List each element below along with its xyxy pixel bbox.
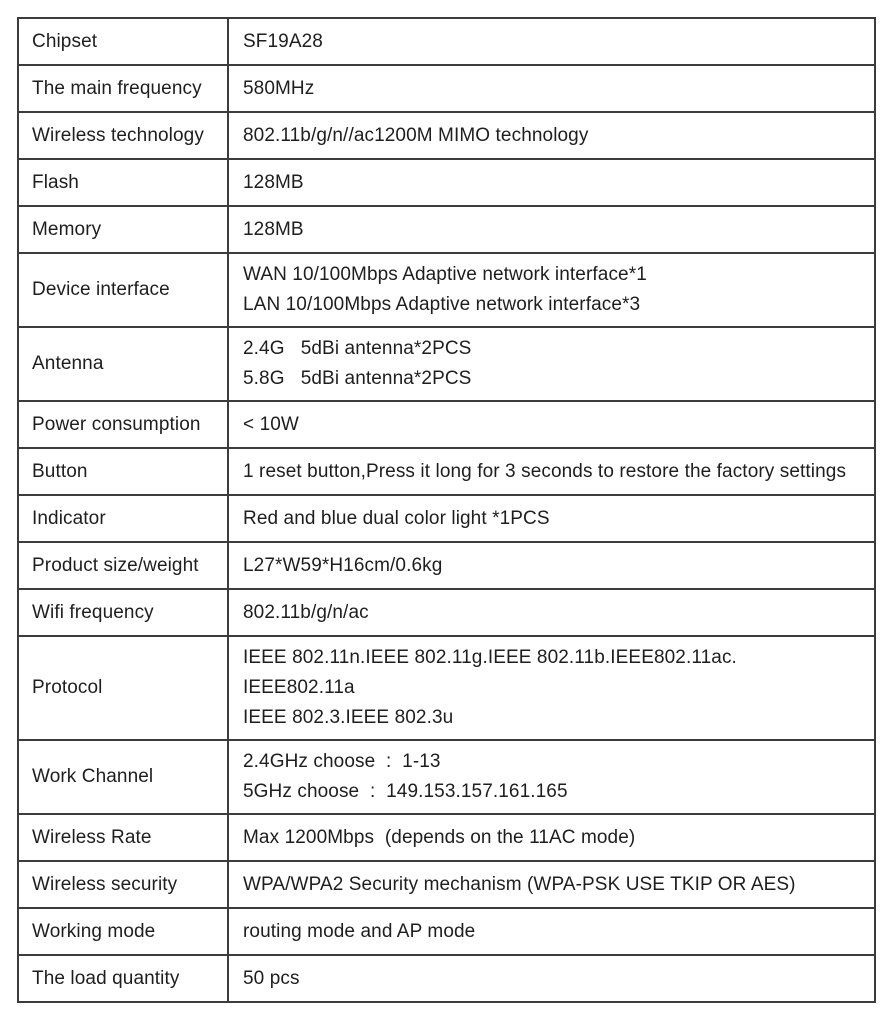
spec-value <box>229 590 874 635</box>
spec-value-line: routing mode and AP mode <box>243 921 476 942</box>
spec-value <box>229 637 874 739</box>
spec-table <box>17 17 876 1003</box>
spec-value-line: 50 pcs <box>243 968 300 989</box>
spec-value-line: WPA/WPA2 Security mechanism (WPA-PSK USE TKIP OR AES) <box>243 874 796 895</box>
spec-value-line: Max 1200Mbps (depends on the 11AC mode) <box>243 827 636 848</box>
spec-label: Antenna <box>19 328 229 400</box>
spec-value <box>229 19 874 64</box>
spec-value-line: 2.4G 5dBi antenna*2PCS <box>243 338 472 359</box>
spec-label: Wireless Rate <box>19 815 229 860</box>
table-row <box>19 590 874 637</box>
spec-value-line: 128MB <box>243 219 304 240</box>
table-row <box>19 543 874 590</box>
spec-value-line: LAN 10/100Mbps Adaptive network interface*3 <box>243 294 641 315</box>
spec-label: Device interface <box>19 254 229 326</box>
spec-value-line: 5.8G 5dBi antenna*2PCS <box>243 368 472 389</box>
spec-value <box>229 449 874 494</box>
spec-value <box>229 113 874 158</box>
table-row <box>19 19 874 66</box>
table-row <box>19 956 874 1001</box>
table-row <box>19 909 874 956</box>
spec-value <box>229 815 874 860</box>
spec-label: Power consumption <box>19 402 229 447</box>
spec-value-line: 128MB <box>243 172 304 193</box>
spec-label: Wifi frequency <box>19 590 229 635</box>
table-row <box>19 328 874 402</box>
spec-value <box>229 402 874 447</box>
spec-value-line: 802.11b/g/n//ac1200M MIMO technology <box>243 125 589 146</box>
spec-label: Wireless technology <box>19 113 229 158</box>
spec-value <box>229 862 874 907</box>
spec-value <box>229 909 874 954</box>
spec-value-line: 2.4GHz choose : 1-13 <box>243 751 441 772</box>
spec-value-line: Red and blue dual color light *1PCS <box>243 508 550 529</box>
spec-value <box>229 328 874 400</box>
spec-label: Chipset <box>19 19 229 64</box>
spec-label: Indicator <box>19 496 229 541</box>
spec-value-line: L27*W59*H16cm/0.6kg <box>243 555 443 576</box>
spec-label: Button <box>19 449 229 494</box>
spec-label: Product size/weight <box>19 543 229 588</box>
table-row <box>19 496 874 543</box>
spec-value-line: 5GHz choose : 149.153.157.161.165 <box>243 781 568 802</box>
table-row <box>19 113 874 160</box>
table-row <box>19 66 874 113</box>
spec-label: Protocol <box>19 637 229 739</box>
spec-value <box>229 207 874 252</box>
spec-value-line: 802.11b/g/n/ac <box>243 602 369 623</box>
spec-value-line: SF19A28 <box>243 31 323 52</box>
spec-label: Wireless security <box>19 862 229 907</box>
spec-value <box>229 543 874 588</box>
spec-value-line: IEEE 802.3.IEEE 802.3u <box>243 707 454 728</box>
spec-value-line: < 10W <box>243 414 299 435</box>
table-row <box>19 254 874 328</box>
spec-label: The load quantity <box>19 956 229 1001</box>
spec-label: Work Channel <box>19 741 229 813</box>
spec-value <box>229 496 874 541</box>
spec-value <box>229 66 874 111</box>
spec-label: Flash <box>19 160 229 205</box>
table-row <box>19 862 874 909</box>
table-row <box>19 741 874 815</box>
table-row <box>19 402 874 449</box>
table-row <box>19 815 874 862</box>
spec-value-line: WAN 10/100Mbps Adaptive network interface*1 <box>243 264 647 285</box>
table-row <box>19 449 874 496</box>
spec-label: Memory <box>19 207 229 252</box>
table-row <box>19 160 874 207</box>
spec-value-line: 580MHz <box>243 78 315 99</box>
spec-value-line: IEEE 802.11n.IEEE 802.11g.IEEE 802.11b.IEEE802.11ac. <box>243 647 737 668</box>
spec-value <box>229 741 874 813</box>
spec-value <box>229 254 874 326</box>
table-row <box>19 637 874 741</box>
spec-value-line: 1 reset button,Press it long for 3 seconds to restore the factory settings <box>243 461 847 482</box>
table-row <box>19 207 874 254</box>
spec-label: The main frequency <box>19 66 229 111</box>
spec-label: Working mode <box>19 909 229 954</box>
spec-value-line: IEEE802.11a <box>243 677 355 698</box>
spec-value <box>229 160 874 205</box>
spec-value <box>229 956 874 1001</box>
